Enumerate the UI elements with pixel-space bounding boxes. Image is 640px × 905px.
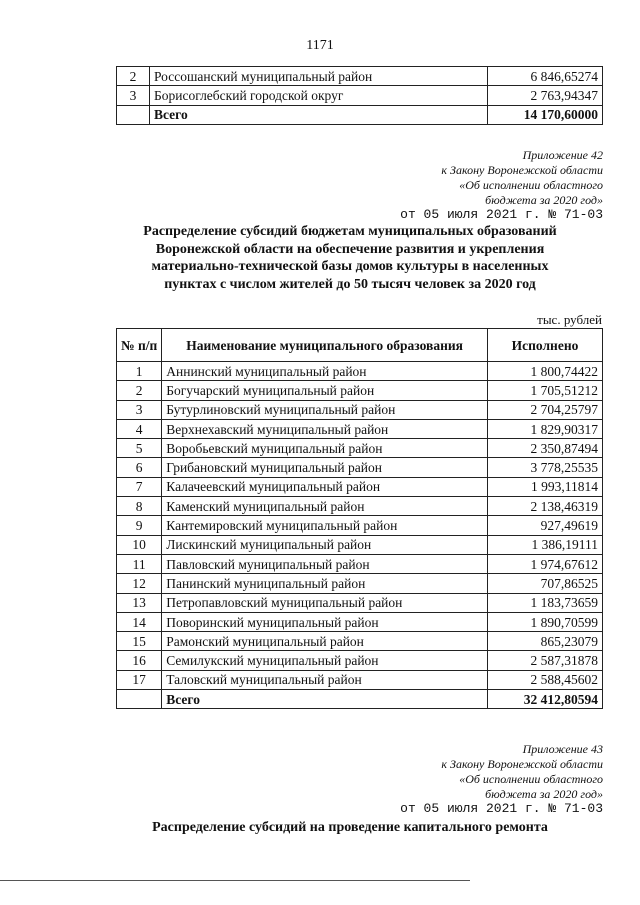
municipality-name: Грибановский муниципальный район xyxy=(162,458,488,477)
amount-value: 3 778,25535 xyxy=(488,458,603,477)
municipality-name: Аннинский муниципальный район xyxy=(162,362,488,381)
municipality-name: Бутурлиновский муниципальный район xyxy=(162,400,488,419)
amount-value: 2 704,25797 xyxy=(488,400,603,419)
table-row xyxy=(117,67,603,86)
title-line: Распределение субсидий на проведение капитального ремонта xyxy=(152,820,548,835)
footer-divider xyxy=(0,880,470,881)
total-value: 32 412,80594 xyxy=(488,690,603,709)
table-header-row xyxy=(117,329,603,362)
row-number: 8 xyxy=(117,497,162,516)
appendix-law-title: «Об исполнении областного xyxy=(459,772,603,786)
amount-value: 1 829,90317 xyxy=(488,419,603,438)
row-number: 2 xyxy=(117,67,150,86)
row-number: 2 xyxy=(117,381,162,400)
row-number: 15 xyxy=(117,632,162,651)
continued-subsidy-table xyxy=(116,66,603,125)
municipality-name: Павловский муниципальный район xyxy=(162,554,488,573)
amount-value: 1 800,74422 xyxy=(488,362,603,381)
total-row xyxy=(117,690,603,709)
total-row xyxy=(117,105,603,124)
row-number: 14 xyxy=(117,612,162,631)
row-number: 4 xyxy=(117,419,162,438)
municipality-name: Поворинский муниципальный район xyxy=(162,612,488,631)
decree-reference: от 05 июля 2021 г. № 71-03 xyxy=(400,801,603,816)
table-row xyxy=(117,632,603,651)
table-body xyxy=(117,362,603,690)
empty-cell xyxy=(117,105,150,124)
amount-value: 2 138,46319 xyxy=(488,497,603,516)
table-row xyxy=(117,458,603,477)
appendix-42-note xyxy=(441,148,603,208)
appendix-law-title-cont: бюджета за 2020 год» xyxy=(485,193,603,207)
amount-value: 1 974,67612 xyxy=(488,554,603,573)
section-title xyxy=(90,819,610,837)
header-row-number: № п/п xyxy=(117,329,162,362)
municipality-name: Калачеевский муниципальный район xyxy=(162,477,488,496)
table-row xyxy=(117,554,603,573)
appendix-43-note xyxy=(441,742,603,802)
table-row xyxy=(117,381,603,400)
municipality-name: Каменский муниципальный район xyxy=(162,497,488,516)
municipality-name: Верхнехавский муниципальный район xyxy=(162,419,488,438)
appendix-number: Приложение 42 xyxy=(522,148,603,162)
amount-value: 1 183,73659 xyxy=(488,593,603,612)
row-number: 7 xyxy=(117,477,162,496)
municipality-name: Панинский муниципальный район xyxy=(162,574,488,593)
row-number: 10 xyxy=(117,535,162,554)
table-row xyxy=(117,400,603,419)
subsidy-table xyxy=(116,328,603,709)
municipality-name: Таловский муниципальный район xyxy=(162,670,488,689)
title-line: Распределение субсидий бюджетам муниципальных образований xyxy=(143,224,557,239)
table-row xyxy=(117,535,603,554)
municipality-name: Лискинский муниципальный район xyxy=(162,535,488,554)
amount-value: 2 587,31878 xyxy=(488,651,603,670)
table-row xyxy=(117,670,603,689)
row-number: 6 xyxy=(117,458,162,477)
page-number: 1171 xyxy=(306,38,334,53)
title-line: материально-технической базы домов культуры в населенных xyxy=(151,259,549,274)
amount-value: 2 763,94347 xyxy=(488,86,603,105)
row-number: 3 xyxy=(117,86,150,105)
municipality-name: Воробьевский муниципальный район xyxy=(162,439,488,458)
row-number: 11 xyxy=(117,554,162,573)
appendix-number: Приложение 43 xyxy=(522,742,603,756)
municipality-name: Петропавловский муниципальный район xyxy=(162,593,488,612)
total-value: 14 170,60000 xyxy=(488,105,603,124)
appendix-law-ref: к Закону Воронежской области xyxy=(441,163,603,177)
appendix-law-title: «Об исполнении областного xyxy=(459,178,603,192)
table-row xyxy=(117,574,603,593)
table-row xyxy=(117,497,603,516)
table-row xyxy=(117,516,603,535)
amount-value: 1 386,19111 xyxy=(488,535,603,554)
total-label: Всего xyxy=(162,690,488,709)
municipality-name: Россошанский муниципальный район xyxy=(150,67,488,86)
units-label: тыс. рублей xyxy=(537,312,602,327)
header-municipality: Наименование муниципального образования xyxy=(162,329,488,362)
amount-value: 1 890,70599 xyxy=(488,612,603,631)
row-number: 9 xyxy=(117,516,162,535)
municipality-name: Кантемировский муниципальный район xyxy=(162,516,488,535)
amount-value: 1 705,51212 xyxy=(488,381,603,400)
municipality-name: Семилукский муниципальный район xyxy=(162,651,488,670)
table-row xyxy=(117,362,603,381)
appendix-law-ref: к Закону Воронежской области xyxy=(441,757,603,771)
amount-value: 2 350,87494 xyxy=(488,439,603,458)
row-number: 5 xyxy=(117,439,162,458)
table-row xyxy=(117,651,603,670)
row-number: 13 xyxy=(117,593,162,612)
header-executed: Исполнено xyxy=(488,329,603,362)
amount-value: 927,49619 xyxy=(488,516,603,535)
row-number: 12 xyxy=(117,574,162,593)
table-row xyxy=(117,593,603,612)
section-title xyxy=(90,223,610,293)
amount-value: 707,86525 xyxy=(488,574,603,593)
table-row xyxy=(117,477,603,496)
table-row xyxy=(117,439,603,458)
title-line: пунктах с числом жителей до 50 тысяч человек за 2020 год xyxy=(164,276,536,292)
row-number: 1 xyxy=(117,362,162,381)
title-line: Воронежской области на обеспечение развития и укрепления xyxy=(155,241,545,257)
amount-value: 865,23079 xyxy=(488,632,603,651)
decree-reference: от 05 июля 2021 г. № 71-03 xyxy=(400,207,603,222)
total-label: Всего xyxy=(150,105,488,124)
table-row xyxy=(117,612,603,631)
municipality-name: Борисоглебский городской округ xyxy=(150,86,488,105)
table-row xyxy=(117,419,603,438)
amount-value: 6 846,65274 xyxy=(488,67,603,86)
municipality-name: Богучарский муниципальный район xyxy=(162,381,488,400)
table-row xyxy=(117,86,603,105)
municipality-name: Рамонский муниципальный район xyxy=(162,632,488,651)
appendix-law-title-cont: бюджета за 2020 год» xyxy=(485,787,603,801)
row-number: 3 xyxy=(117,400,162,419)
amount-value: 2 588,45602 xyxy=(488,670,603,689)
amount-value: 1 993,11814 xyxy=(488,477,603,496)
row-number: 16 xyxy=(117,651,162,670)
row-number: 17 xyxy=(117,670,162,689)
empty-cell xyxy=(117,690,162,709)
